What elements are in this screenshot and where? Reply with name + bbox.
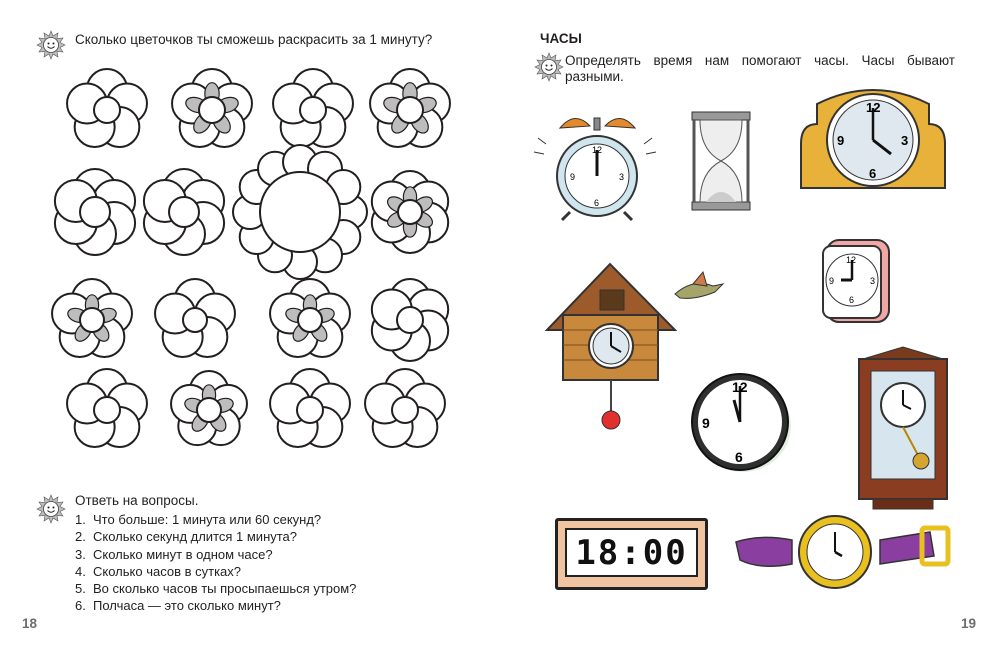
page-number-right: 19 <box>961 616 977 631</box>
svg-text:6: 6 <box>849 295 855 305</box>
page-number-left: 18 <box>22 616 38 631</box>
question-item: 6. Полчаса — это сколько минут? <box>75 598 281 614</box>
flower <box>52 279 132 357</box>
question-list <box>75 511 356 615</box>
flower <box>172 69 252 147</box>
svg-text:12: 12 <box>732 379 748 395</box>
svg-text:12: 12 <box>592 145 603 155</box>
intro-text: Определять время нам помогают часы. Часы бывают разными. <box>565 53 955 84</box>
flower <box>273 69 353 147</box>
svg-text:9: 9 <box>702 415 710 431</box>
flower <box>171 371 247 445</box>
flower <box>67 69 147 147</box>
section-heading: ЧАСЫ <box>540 31 582 46</box>
flower <box>372 171 448 253</box>
smiley-sun-icon <box>36 494 66 524</box>
hourglass-illustration <box>690 110 752 212</box>
question-item: 2. Сколько секунд длится 1 минута? <box>75 529 298 545</box>
flower <box>144 169 224 255</box>
svg-text:9: 9 <box>829 276 835 286</box>
flower <box>155 279 235 357</box>
svg-text:3: 3 <box>870 276 876 286</box>
svg-text:9: 9 <box>570 172 576 182</box>
flower <box>365 369 445 447</box>
question-item: 3. Сколько минут в одном часе? <box>75 546 273 562</box>
svg-text:6: 6 <box>594 198 600 208</box>
alarm-clock-illustration <box>530 108 660 223</box>
svg-text:6: 6 <box>869 166 877 181</box>
question-item: 1. Что больше: 1 минута или 60 секунд? <box>75 512 322 527</box>
question-item: 5. Во сколько часов ты просыпаешься утром? <box>75 581 357 597</box>
digital-clock-illustration <box>555 518 708 590</box>
flower <box>370 69 450 147</box>
flower <box>372 279 448 361</box>
flower-large <box>233 145 367 279</box>
wall-clock-illustration <box>688 370 793 478</box>
wristwatch-illustration <box>730 512 960 590</box>
svg-text:9: 9 <box>837 133 845 148</box>
svg-text:12: 12 <box>866 100 881 115</box>
question-item: 4. Сколько часов в сутках? <box>75 563 242 579</box>
svg-text:3: 3 <box>619 172 625 182</box>
task-questions-text: Ответь на вопросы. <box>75 493 199 508</box>
smiley-sun-icon <box>534 52 564 82</box>
flower <box>270 279 350 357</box>
right-page <box>500 0 1000 650</box>
flower <box>270 369 350 447</box>
desk-clock-illustration <box>821 236 893 326</box>
mantel-clock-illustration <box>797 84 949 196</box>
task-flowers-text: Сколько цветочков ты сможешь раскрасить за 1 минуту? <box>75 32 433 47</box>
svg-text:3: 3 <box>901 133 909 148</box>
svg-text:6: 6 <box>735 449 743 465</box>
svg-text:12: 12 <box>846 255 857 265</box>
flower-grid <box>0 0 500 500</box>
flower <box>55 169 135 255</box>
flower <box>67 369 147 447</box>
pendulum-clock-illustration <box>853 345 953 515</box>
digital-time-display: 18:00 <box>575 532 688 573</box>
